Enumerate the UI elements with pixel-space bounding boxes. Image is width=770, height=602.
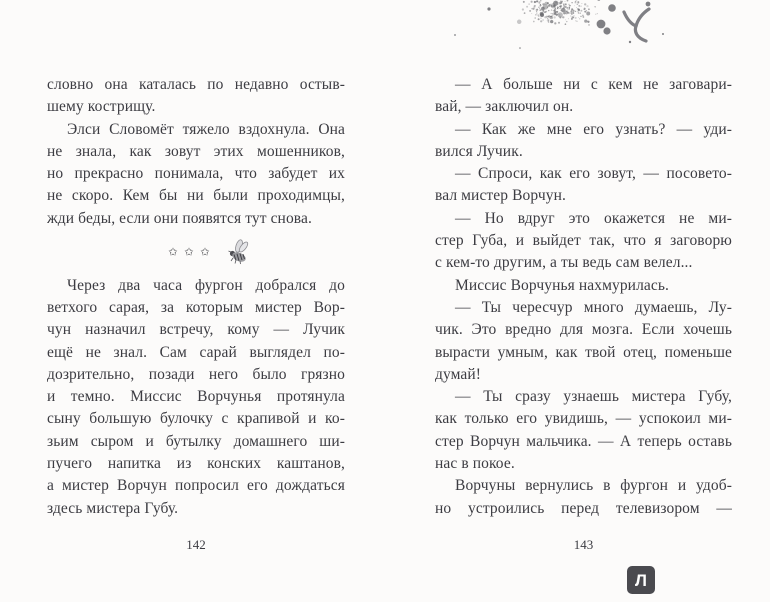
logo-letter: Л xyxy=(635,570,647,590)
text-line: с кем-то другим, а ты ведь сам велел... xyxy=(435,254,693,272)
labirint-logo-badge[interactable] xyxy=(627,566,655,594)
text-line: Ворчуны вернулись в фургон и удоб- xyxy=(455,477,732,495)
text-line: зьим сыром и бутылку домашнего ши- xyxy=(47,432,345,450)
text-line: не знала, как зовут этих мошенников, xyxy=(47,142,345,160)
text-line: жди беды, если они появятся тут снова. xyxy=(47,209,312,227)
section-separator-stars: ✩ ✩ ✩ xyxy=(168,246,212,259)
fly-icon xyxy=(225,238,251,266)
text-line: пучего напитка из конских каштанов, xyxy=(47,455,345,473)
text-line: — А больше ни с кем не заговари- xyxy=(455,76,732,93)
text-line: здесь мистера Губу. xyxy=(47,499,179,517)
text-line: — Ты чересчур много думаешь, Лу- xyxy=(455,298,732,316)
text-line: — Как же мне его узнать? — уди- xyxy=(455,120,732,138)
page-right xyxy=(435,74,732,552)
text-line: и темно. Миссис Ворчунья протянула xyxy=(47,388,345,406)
text-line: а мистер Ворчун попросил его дождаться xyxy=(47,477,345,495)
fly-footprint-icon xyxy=(624,9,649,41)
text-line: думай! xyxy=(435,365,482,383)
text-line: чун назначил встречу, кому — Лучик xyxy=(47,321,345,339)
text-line: как только его увидишь, — успокоил ми- xyxy=(435,410,732,428)
page-number-right: 143 xyxy=(573,537,594,552)
text-line: вал мистер Ворчун. xyxy=(435,187,566,205)
text-line: ещё не знал. Сам сарай выглядел по- xyxy=(47,343,345,361)
text-line: нас в покое. xyxy=(435,455,515,473)
text-line: стер Ворчун мальчика. — А теперь оставь xyxy=(435,432,732,450)
page-left xyxy=(47,74,345,552)
text-line: ветхого сарая, за которым мистер Вор- xyxy=(47,298,345,316)
page-number-left: 142 xyxy=(186,537,206,552)
text-line: сыну большую булочку с крапивой и ко- xyxy=(47,410,345,428)
text-line: вился Лучик. xyxy=(435,142,523,160)
text-line: — Спроси, как его зовут, — посовето- xyxy=(455,165,732,183)
section-separator xyxy=(47,230,345,275)
text-line: но прекрасно понимала, что забудет их xyxy=(47,165,345,183)
page-left-lines xyxy=(47,74,345,520)
text-line: Через два часа фургон добрался до xyxy=(67,276,345,294)
ink-splatter-icon xyxy=(425,0,695,55)
text-line: вай, — заключил он. xyxy=(435,98,574,116)
text-line: дозрительно, позади него было грязно xyxy=(47,365,345,383)
text-line: — Но вдруг это окажется не ми- xyxy=(455,209,732,227)
text-line: чик. Это вредно для мозга. Если хочешь xyxy=(435,321,732,339)
text-line: Миссис Ворчунья нахмурилась. xyxy=(455,276,670,294)
text-line: вырасти умным, как твой отец, поменьше xyxy=(435,343,732,361)
text-line: не скоро. Кем бы ни были проходимцы, xyxy=(47,187,345,205)
text-line: словно она каталась по недавно остыв- xyxy=(47,76,345,93)
text-line: но устроились перед телевизором — xyxy=(435,499,732,517)
text-line: стер Губа, и выйдет так, что я заговорю xyxy=(435,232,732,250)
page-right-lines xyxy=(435,74,732,520)
text-line: шему кострищу. xyxy=(47,98,156,116)
text-line: Элси Словомёт тяжело вздохнула. Она xyxy=(67,120,345,138)
text-line: — Ты сразу узнаешь мистера Губу, xyxy=(455,388,732,406)
